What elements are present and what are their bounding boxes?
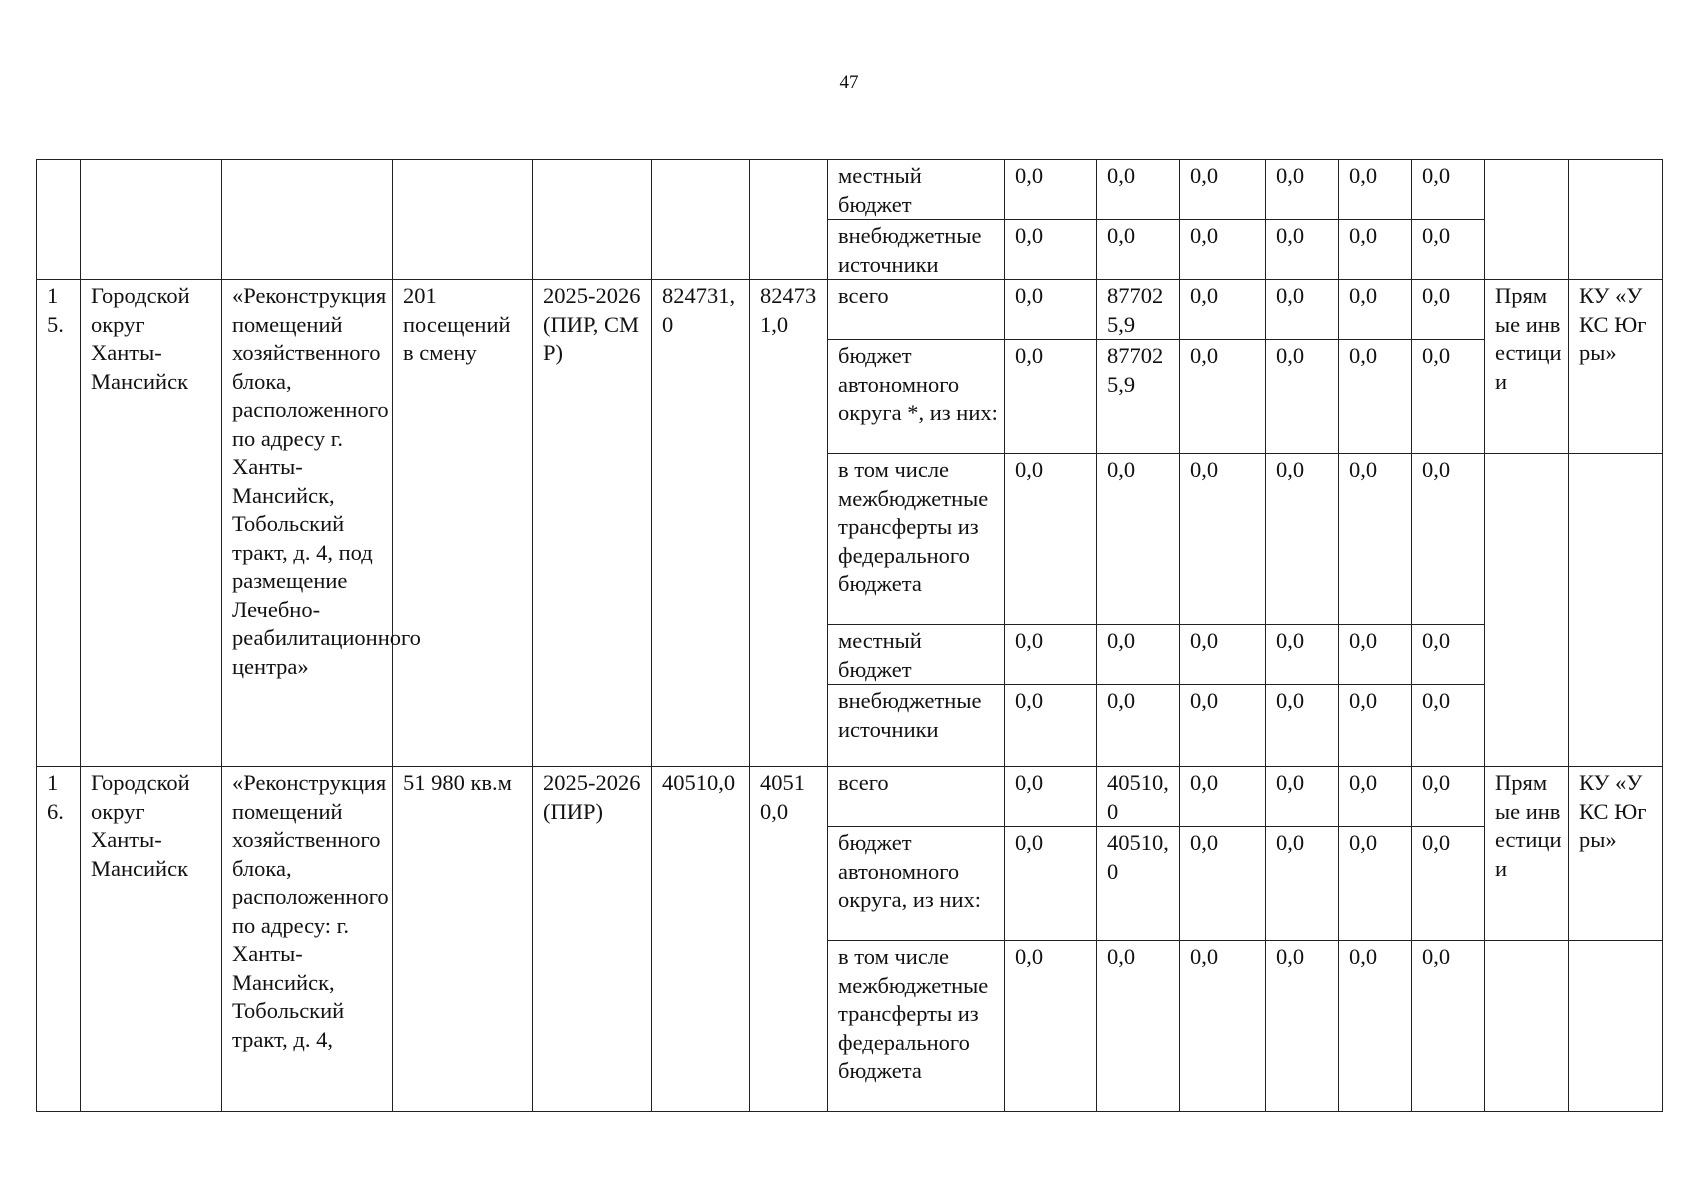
value-cell: 0,0 — [1097, 454, 1180, 625]
project-number: 15. — [37, 280, 81, 767]
investment-mechanism: Прямые инвестиции — [1485, 280, 1569, 454]
cost-estimate: 40510,0 — [652, 767, 750, 1112]
period: 2025-2026 (ПИР, СМР) — [533, 280, 652, 767]
capacity: 51 980 кв.м — [393, 767, 533, 1112]
value-cell: 0,0 — [1180, 767, 1266, 827]
value-cell: 0,0 — [1005, 340, 1097, 454]
value-cell: 0,0 — [1180, 625, 1266, 685]
value-cell: 877025,9 — [1097, 280, 1180, 340]
value-cell: 0,0 — [1005, 280, 1097, 340]
value-cell: 0,0 — [1339, 827, 1412, 941]
value-cell: 0,0 — [1180, 685, 1266, 767]
value-cell: 0,0 — [1097, 625, 1180, 685]
value-cell: 0,0 — [1005, 941, 1097, 1112]
value-cell: 0,0 — [1005, 220, 1097, 280]
funding-source: в том числе межбюджетные трансферты из федерального бюджета — [828, 941, 1005, 1112]
value-cell: 0,0 — [1180, 454, 1266, 625]
customer: КУ «УКС Югры» — [1569, 767, 1663, 941]
funding-source: всего — [828, 280, 1005, 340]
value-cell: 0,0 — [1097, 941, 1180, 1112]
value-cell: 0,0 — [1097, 220, 1180, 280]
value-cell: 0,0 — [1412, 767, 1485, 827]
value-cell: 0,0 — [1339, 220, 1412, 280]
value-cell: 0,0 — [1180, 160, 1266, 220]
value-cell: 0,0 — [1339, 454, 1412, 625]
value-cell: 0,0 — [1339, 625, 1412, 685]
value-cell: 0,0 — [1339, 160, 1412, 220]
object-name: «Реконструкция помещений хозяйственного блока, расположенного по адресу: г. Ханты-Мансийск, Тобольский тракт, д. 4, — [222, 767, 393, 1112]
value-cell: 877025,9 — [1097, 340, 1180, 454]
funding-source: местный бюджет — [828, 625, 1005, 685]
value-cell: 0,0 — [1266, 827, 1339, 941]
cost-estimate: 824731,0 — [652, 280, 750, 767]
value-cell: 0,0 — [1412, 160, 1485, 220]
value-cell: 0,0 — [1266, 454, 1339, 625]
investment-mechanism: Прямые инвестиции — [1485, 767, 1569, 941]
table-row — [37, 280, 1663, 340]
value-cell: 0,0 — [1266, 340, 1339, 454]
funding-source: внебюджетные источники — [828, 220, 1005, 280]
value-cell: 0,0 — [1005, 827, 1097, 941]
cost-total: 40510,0 — [750, 767, 828, 1112]
value-cell: 0,0 — [1339, 685, 1412, 767]
object-name: «Реконструкция помещений хозяйственного блока, расположенного по адресу г. Ханты-Мансийск, Тобольский тракт, д. 4, под размещение Лечебно-реабилитационного центра» — [222, 280, 393, 767]
value-cell: 0,0 — [1180, 340, 1266, 454]
table-row — [37, 767, 1663, 827]
period: 2025-2026 (ПИР) — [533, 767, 652, 1112]
value-cell: 0,0 — [1412, 827, 1485, 941]
value-cell: 0,0 — [1005, 454, 1097, 625]
value-cell: 0,0 — [1339, 941, 1412, 1112]
value-cell: 0,0 — [1266, 160, 1339, 220]
value-cell: 0,0 — [1412, 340, 1485, 454]
investment-table — [36, 159, 1663, 1112]
value-cell: 0,0 — [1266, 280, 1339, 340]
customer: КУ «УКС Югры» — [1569, 280, 1663, 454]
value-cell: 0,0 — [1266, 220, 1339, 280]
value-cell: 40510,0 — [1097, 827, 1180, 941]
value-cell: 0,0 — [1005, 625, 1097, 685]
value-cell: 0,0 — [1180, 220, 1266, 280]
value-cell: 0,0 — [1005, 685, 1097, 767]
funding-source: внебюджетные источники — [828, 685, 1005, 767]
value-cell: 40510,0 — [1097, 767, 1180, 827]
capacity: 201 посещений в смену — [393, 280, 533, 767]
funding-source: местный бюджет — [828, 160, 1005, 220]
value-cell: 0,0 — [1266, 625, 1339, 685]
value-cell: 0,0 — [1412, 941, 1485, 1112]
funding-source: бюджет автономного округа, из них: — [828, 827, 1005, 941]
value-cell: 0,0 — [1412, 685, 1485, 767]
funding-source: всего — [828, 767, 1005, 827]
value-cell: 0,0 — [1412, 625, 1485, 685]
funding-source: в том числе межбюджетные трансферты из федерального бюджета — [828, 454, 1005, 625]
cost-total: 824731,0 — [750, 280, 828, 767]
value-cell: 0,0 — [1005, 160, 1097, 220]
value-cell: 0,0 — [1412, 280, 1485, 340]
project-number: 16. — [37, 767, 81, 1112]
value-cell: 0,0 — [1097, 160, 1180, 220]
value-cell: 0,0 — [1339, 767, 1412, 827]
value-cell: 0,0 — [1266, 767, 1339, 827]
value-cell: 0,0 — [1412, 454, 1485, 625]
value-cell: 0,0 — [1266, 941, 1339, 1112]
funding-source: бюджет автономного округа *, из них: — [828, 340, 1005, 454]
value-cell: 0,0 — [1266, 685, 1339, 767]
value-cell: 0,0 — [1005, 767, 1097, 827]
page-number: 47 — [839, 72, 859, 93]
municipality: Городской округ Ханты-Мансийск — [81, 280, 222, 767]
value-cell: 0,0 — [1412, 220, 1485, 280]
municipality: Городской округ Ханты-Мансийск — [81, 767, 222, 1112]
value-cell: 0,0 — [1180, 280, 1266, 340]
value-cell: 0,0 — [1339, 280, 1412, 340]
value-cell: 0,0 — [1097, 685, 1180, 767]
value-cell: 0,0 — [1339, 340, 1412, 454]
value-cell: 0,0 — [1180, 941, 1266, 1112]
table-row — [37, 160, 1663, 220]
value-cell: 0,0 — [1180, 827, 1266, 941]
